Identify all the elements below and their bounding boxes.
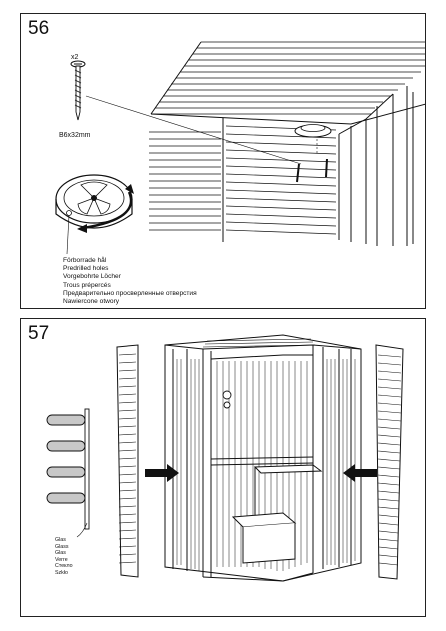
insert-arrow-right-icon [343, 464, 377, 482]
screw-quantity: x2 [71, 54, 79, 61]
caption-de: Vorgebohrte Löcher [63, 273, 121, 281]
screw-icon [71, 61, 85, 120]
screw-size: B6x32mm [59, 132, 91, 139]
caption-en: Predrilled holes [63, 265, 109, 273]
wall-lamp [223, 391, 231, 399]
sauna-cabin-illustration [21, 319, 426, 617]
step-56-panel [20, 13, 426, 309]
insert-arrow-left-icon [145, 464, 179, 482]
glass-label-de: Glas [55, 550, 66, 557]
glass-label-sv: Glas [55, 537, 66, 543]
glass-label-ru: Стекло [55, 563, 73, 570]
wall-slats [149, 126, 336, 234]
glass-label-pl: Szkło [55, 569, 68, 576]
lamp-detail-circle [56, 175, 132, 228]
caption-pl: Nawiercone otwory [63, 298, 120, 306]
right-wall-panel [376, 345, 403, 579]
left-wall-panel [117, 345, 138, 577]
step-number: 56 [28, 18, 50, 39]
caption-fr: Trous prépercés [63, 281, 111, 289]
glass-detail [47, 409, 89, 537]
step-number: 57 [28, 323, 50, 344]
ceiling-planks [155, 42, 426, 108]
glass-label-fr: Verre [55, 556, 68, 563]
glass-labels [55, 537, 73, 577]
glass-label-en: Glass [55, 543, 69, 550]
predrilled-holes-captions [63, 257, 197, 306]
caption-ru: Предварительно просверленные отверстия [63, 289, 197, 297]
caption-sv: Förborrade hål [63, 257, 107, 264]
step-57-panel [20, 318, 426, 617]
